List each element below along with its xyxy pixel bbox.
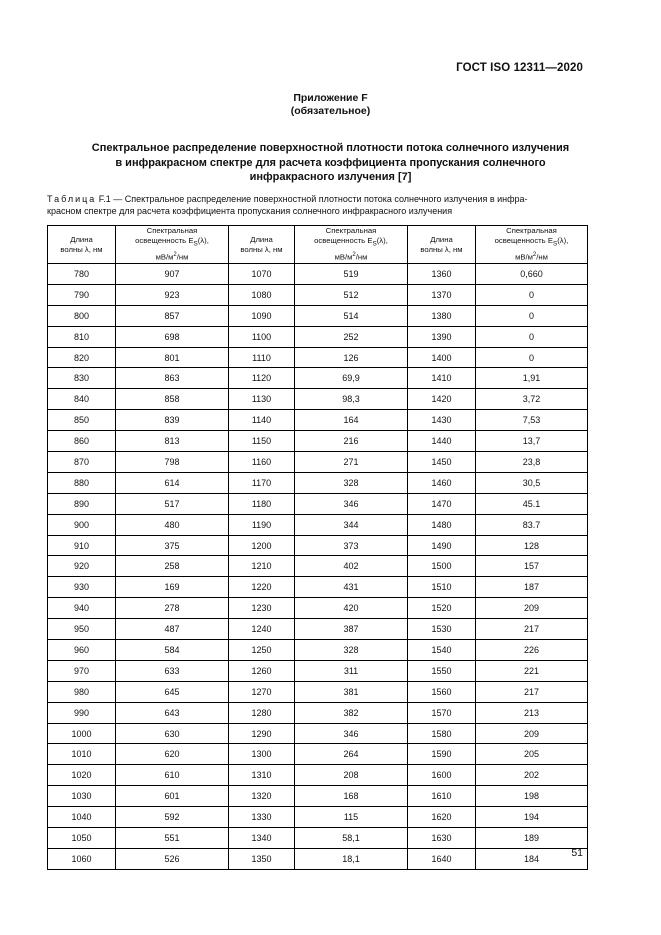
wavelength-cell: 1130 (229, 389, 295, 410)
wavelength-cell: 1100 (229, 326, 295, 347)
table-header-row (48, 226, 588, 264)
wavelength-cell: 1140 (229, 410, 295, 431)
irradiance-cell: 213 (476, 702, 588, 723)
irradiance-cell: 0,660 (476, 264, 588, 285)
wavelength-cell: 870 (48, 452, 116, 473)
irradiance-cell: 205 (476, 744, 588, 765)
wavelength-cell: 950 (48, 619, 116, 640)
wavelength-cell: 1340 (229, 828, 295, 849)
irradiance-cell: 551 (116, 828, 229, 849)
wavelength-cell: 1250 (229, 640, 295, 661)
wavelength-cell: 1500 (408, 556, 476, 577)
wavelength-cell: 1330 (229, 807, 295, 828)
irradiance-cell: 98,3 (295, 389, 408, 410)
title-line-3: инфракрасного излучения [7] (249, 171, 412, 183)
irradiance-cell: 487 (116, 619, 229, 640)
irradiance-cell: 813 (116, 431, 229, 452)
irradiance-cell: 0 (476, 347, 588, 368)
wavelength-cell: 1270 (229, 681, 295, 702)
wavelength-cell: 800 (48, 305, 116, 326)
table-row (48, 702, 588, 723)
table-row (48, 368, 588, 389)
irradiance-cell: 18,1 (295, 848, 408, 869)
irradiance-cell: 0 (476, 305, 588, 326)
irradiance-cell: 373 (295, 535, 408, 556)
wavelength-cell: 890 (48, 493, 116, 514)
wavelength-cell: 1470 (408, 493, 476, 514)
irradiance-cell: 387 (295, 619, 408, 640)
irradiance-cell: 863 (116, 368, 229, 389)
irradiance-cell: 620 (116, 744, 229, 765)
wavelength-cell: 1400 (408, 347, 476, 368)
page-number: 51 (571, 847, 583, 859)
table-row (48, 848, 588, 869)
table-row (48, 807, 588, 828)
irradiance-cell: 610 (116, 765, 229, 786)
table-row (48, 577, 588, 598)
table-row (48, 305, 588, 326)
table-row (48, 598, 588, 619)
wavelength-cell: 1560 (408, 681, 476, 702)
wavelength-cell: 1640 (408, 848, 476, 869)
wavelength-cell: 1430 (408, 410, 476, 431)
irradiance-cell: 157 (476, 556, 588, 577)
wavelength-cell: 1110 (229, 347, 295, 368)
wavelength-cell: 1490 (408, 535, 476, 556)
wavelength-cell: 1530 (408, 619, 476, 640)
irradiance-cell: 0 (476, 284, 588, 305)
irradiance-cell: 645 (116, 681, 229, 702)
spectral-table (47, 225, 588, 870)
irradiance-cell: 45.1 (476, 493, 588, 514)
irradiance-cell: 633 (116, 660, 229, 681)
table-row (48, 326, 588, 347)
irradiance-cell: 801 (116, 347, 229, 368)
table-row (48, 493, 588, 514)
header-irradiance-2: Спектральная освещенность $E_S(\lambda)$, $мВ/м^2/нм$ (295, 226, 408, 264)
title-line-2: в инфракрасном спектре для расчета коэффициента пропускания солнечного (115, 156, 546, 169)
irradiance-cell: 126 (295, 347, 408, 368)
irradiance-cell: 512 (295, 284, 408, 305)
wavelength-cell: 1010 (48, 744, 116, 765)
irradiance-cell: 3,72 (476, 389, 588, 410)
table-row (48, 640, 588, 661)
header-irradiance-1: Спектральная освещенность $E_S(\lambda)$, $мВ/м^2/нм$ (116, 226, 229, 264)
wavelength-cell: 1320 (229, 786, 295, 807)
table-row (48, 681, 588, 702)
irradiance-cell: 194 (476, 807, 588, 828)
irradiance-cell: 382 (295, 702, 408, 723)
wavelength-cell: 930 (48, 577, 116, 598)
irradiance-cell: 592 (116, 807, 229, 828)
irradiance-cell: 798 (116, 452, 229, 473)
wavelength-cell: 1170 (229, 472, 295, 493)
table-row (48, 619, 588, 640)
header-wavelength-3: Длина волны λ, нм (408, 226, 476, 264)
wavelength-cell: 1380 (408, 305, 476, 326)
header-wavelength-1: Длина волны λ, нм (48, 226, 116, 264)
table-caption (47, 193, 588, 217)
wavelength-cell: 1150 (229, 431, 295, 452)
wavelength-cell: 980 (48, 681, 116, 702)
wavelength-cell: 860 (48, 431, 116, 452)
table-row (48, 660, 588, 681)
wavelength-cell: 1300 (229, 744, 295, 765)
wavelength-cell: 920 (48, 556, 116, 577)
irradiance-cell: 344 (295, 514, 408, 535)
table-body (48, 264, 588, 870)
table-row (48, 723, 588, 744)
wavelength-cell: 1120 (229, 368, 295, 389)
wavelength-cell: 1260 (229, 660, 295, 681)
irradiance-cell: 381 (295, 681, 408, 702)
wavelength-cell: 1610 (408, 786, 476, 807)
irradiance-cell: 30,5 (476, 472, 588, 493)
caption-line-1 (47, 193, 588, 205)
wavelength-cell: 1070 (229, 264, 295, 285)
irradiance-cell: 328 (295, 640, 408, 661)
irradiance-cell: 209 (476, 723, 588, 744)
caption-label: Таблица (47, 194, 97, 204)
table-row (48, 556, 588, 577)
irradiance-cell: 13,7 (476, 431, 588, 452)
irradiance-cell: 907 (116, 264, 229, 285)
wavelength-cell: 990 (48, 702, 116, 723)
wavelength-cell: 1540 (408, 640, 476, 661)
wavelength-cell: 1410 (408, 368, 476, 389)
annex-label: Приложение F (293, 92, 368, 104)
wavelength-cell: 1200 (229, 535, 295, 556)
irradiance-cell: 169 (116, 577, 229, 598)
wavelength-cell: 900 (48, 514, 116, 535)
irradiance-cell: 1,91 (476, 368, 588, 389)
irradiance-cell: 526 (116, 848, 229, 869)
irradiance-cell: 601 (116, 786, 229, 807)
table-row (48, 389, 588, 410)
table-row (48, 264, 588, 285)
irradiance-cell: 168 (295, 786, 408, 807)
irradiance-cell: 630 (116, 723, 229, 744)
irradiance-cell: 375 (116, 535, 229, 556)
wavelength-cell: 970 (48, 660, 116, 681)
table-row (48, 284, 588, 305)
irradiance-cell: 311 (295, 660, 408, 681)
table-row (48, 347, 588, 368)
irradiance-cell: 208 (295, 765, 408, 786)
wavelength-cell: 1520 (408, 598, 476, 619)
irradiance-cell: 0 (476, 326, 588, 347)
irradiance-cell: 858 (116, 389, 229, 410)
wavelength-cell: 1570 (408, 702, 476, 723)
irradiance-cell: 480 (116, 514, 229, 535)
irradiance-cell: 857 (116, 305, 229, 326)
wavelength-cell: 1220 (229, 577, 295, 598)
irradiance-cell: 614 (116, 472, 229, 493)
wavelength-cell: 1190 (229, 514, 295, 535)
irradiance-cell: 698 (116, 326, 229, 347)
section-title (60, 141, 601, 185)
wavelength-cell: 840 (48, 389, 116, 410)
wavelength-cell: 780 (48, 264, 116, 285)
table-row (48, 472, 588, 493)
wavelength-cell: 810 (48, 326, 116, 347)
wavelength-cell: 830 (48, 368, 116, 389)
wavelength-cell: 1350 (229, 848, 295, 869)
irradiance-cell: 128 (476, 535, 588, 556)
wavelength-cell: 1600 (408, 765, 476, 786)
title-line-1: Спектральное распределение поверхностной плотности потока солнечного излучения (91, 142, 570, 154)
wavelength-cell: 1060 (48, 848, 116, 869)
irradiance-cell: 346 (295, 493, 408, 514)
irradiance-cell: 202 (476, 765, 588, 786)
wavelength-cell: 1240 (229, 619, 295, 640)
irradiance-cell: 252 (295, 326, 408, 347)
irradiance-cell: 189 (476, 828, 588, 849)
wavelength-cell: 1630 (408, 828, 476, 849)
wavelength-cell: 1210 (229, 556, 295, 577)
irradiance-cell: 328 (295, 472, 408, 493)
document-id: ГОСТ ISO 12311—2020 (456, 62, 583, 74)
irradiance-cell: 221 (476, 660, 588, 681)
irradiance-cell: 216 (295, 431, 408, 452)
table-row (48, 765, 588, 786)
wavelength-cell: 1550 (408, 660, 476, 681)
wavelength-cell: 1620 (408, 807, 476, 828)
wavelength-cell: 940 (48, 598, 116, 619)
wavelength-cell: 1090 (229, 305, 295, 326)
wavelength-cell: 1050 (48, 828, 116, 849)
header-wavelength-2: Длина волны λ, нм (229, 226, 295, 264)
wavelength-cell: 1310 (229, 765, 295, 786)
irradiance-cell: 923 (116, 284, 229, 305)
caption-line-2: красном спектре для расчета коэффициента пропускания солнечного инфракрасного излучения (47, 206, 453, 216)
irradiance-cell: 209 (476, 598, 588, 619)
wavelength-cell: 1360 (408, 264, 476, 285)
wavelength-cell: 820 (48, 347, 116, 368)
irradiance-cell: 115 (295, 807, 408, 828)
irradiance-cell: 226 (476, 640, 588, 661)
wavelength-cell: 1420 (408, 389, 476, 410)
irradiance-cell: 83.7 (476, 514, 588, 535)
irradiance-cell: 69,9 (295, 368, 408, 389)
table-row (48, 452, 588, 473)
irradiance-cell: 420 (295, 598, 408, 619)
wavelength-cell: 1080 (229, 284, 295, 305)
wavelength-cell: 910 (48, 535, 116, 556)
table-row (48, 828, 588, 849)
irradiance-cell: 271 (295, 452, 408, 473)
wavelength-cell: 1480 (408, 514, 476, 535)
table-row (48, 786, 588, 807)
wavelength-cell: 1180 (229, 493, 295, 514)
wavelength-cell: 1390 (408, 326, 476, 347)
wavelength-cell: 1000 (48, 723, 116, 744)
irradiance-cell: 278 (116, 598, 229, 619)
wavelength-cell: 1450 (408, 452, 476, 473)
wavelength-cell: 1460 (408, 472, 476, 493)
irradiance-cell: 23,8 (476, 452, 588, 473)
table-row (48, 744, 588, 765)
irradiance-cell: 431 (295, 577, 408, 598)
wavelength-cell: 1280 (229, 702, 295, 723)
irradiance-cell: 514 (295, 305, 408, 326)
irradiance-cell: 643 (116, 702, 229, 723)
table-row (48, 514, 588, 535)
table-row (48, 535, 588, 556)
irradiance-cell: 402 (295, 556, 408, 577)
irradiance-cell: 164 (295, 410, 408, 431)
wavelength-cell: 1580 (408, 723, 476, 744)
wavelength-cell: 880 (48, 472, 116, 493)
wavelength-cell: 1590 (408, 744, 476, 765)
irradiance-cell: 258 (116, 556, 229, 577)
header-irradiance-3: Спектральная освещенность $E_S(\lambda)$, $мВ/м^2/нм$ (476, 226, 588, 264)
wavelength-cell: 850 (48, 410, 116, 431)
irradiance-cell: 184 (476, 848, 588, 869)
wavelength-cell: 1160 (229, 452, 295, 473)
annex-heading (0, 92, 661, 118)
wavelength-cell: 1510 (408, 577, 476, 598)
caption-text-1: F.1 — Спектральное распределение поверхностной плотности потока солнечного излучения в инфра- (96, 194, 528, 204)
irradiance-cell: 7,53 (476, 410, 588, 431)
irradiance-cell: 584 (116, 640, 229, 661)
table-row (48, 410, 588, 431)
wavelength-cell: 960 (48, 640, 116, 661)
irradiance-cell: 217 (476, 681, 588, 702)
irradiance-cell: 58,1 (295, 828, 408, 849)
wavelength-cell: 1290 (229, 723, 295, 744)
irradiance-cell: 346 (295, 723, 408, 744)
irradiance-cell: 519 (295, 264, 408, 285)
annex-status: (обязательное) (290, 105, 371, 117)
irradiance-cell: 517 (116, 493, 229, 514)
wavelength-cell: 1040 (48, 807, 116, 828)
wavelength-cell: 1440 (408, 431, 476, 452)
irradiance-cell: 839 (116, 410, 229, 431)
table-row (48, 431, 588, 452)
irradiance-cell: 198 (476, 786, 588, 807)
wavelength-cell: 790 (48, 284, 116, 305)
wavelength-cell: 1030 (48, 786, 116, 807)
wavelength-cell: 1230 (229, 598, 295, 619)
irradiance-cell: 187 (476, 577, 588, 598)
wavelength-cell: 1370 (408, 284, 476, 305)
irradiance-cell: 264 (295, 744, 408, 765)
wavelength-cell: 1020 (48, 765, 116, 786)
irradiance-cell: 217 (476, 619, 588, 640)
